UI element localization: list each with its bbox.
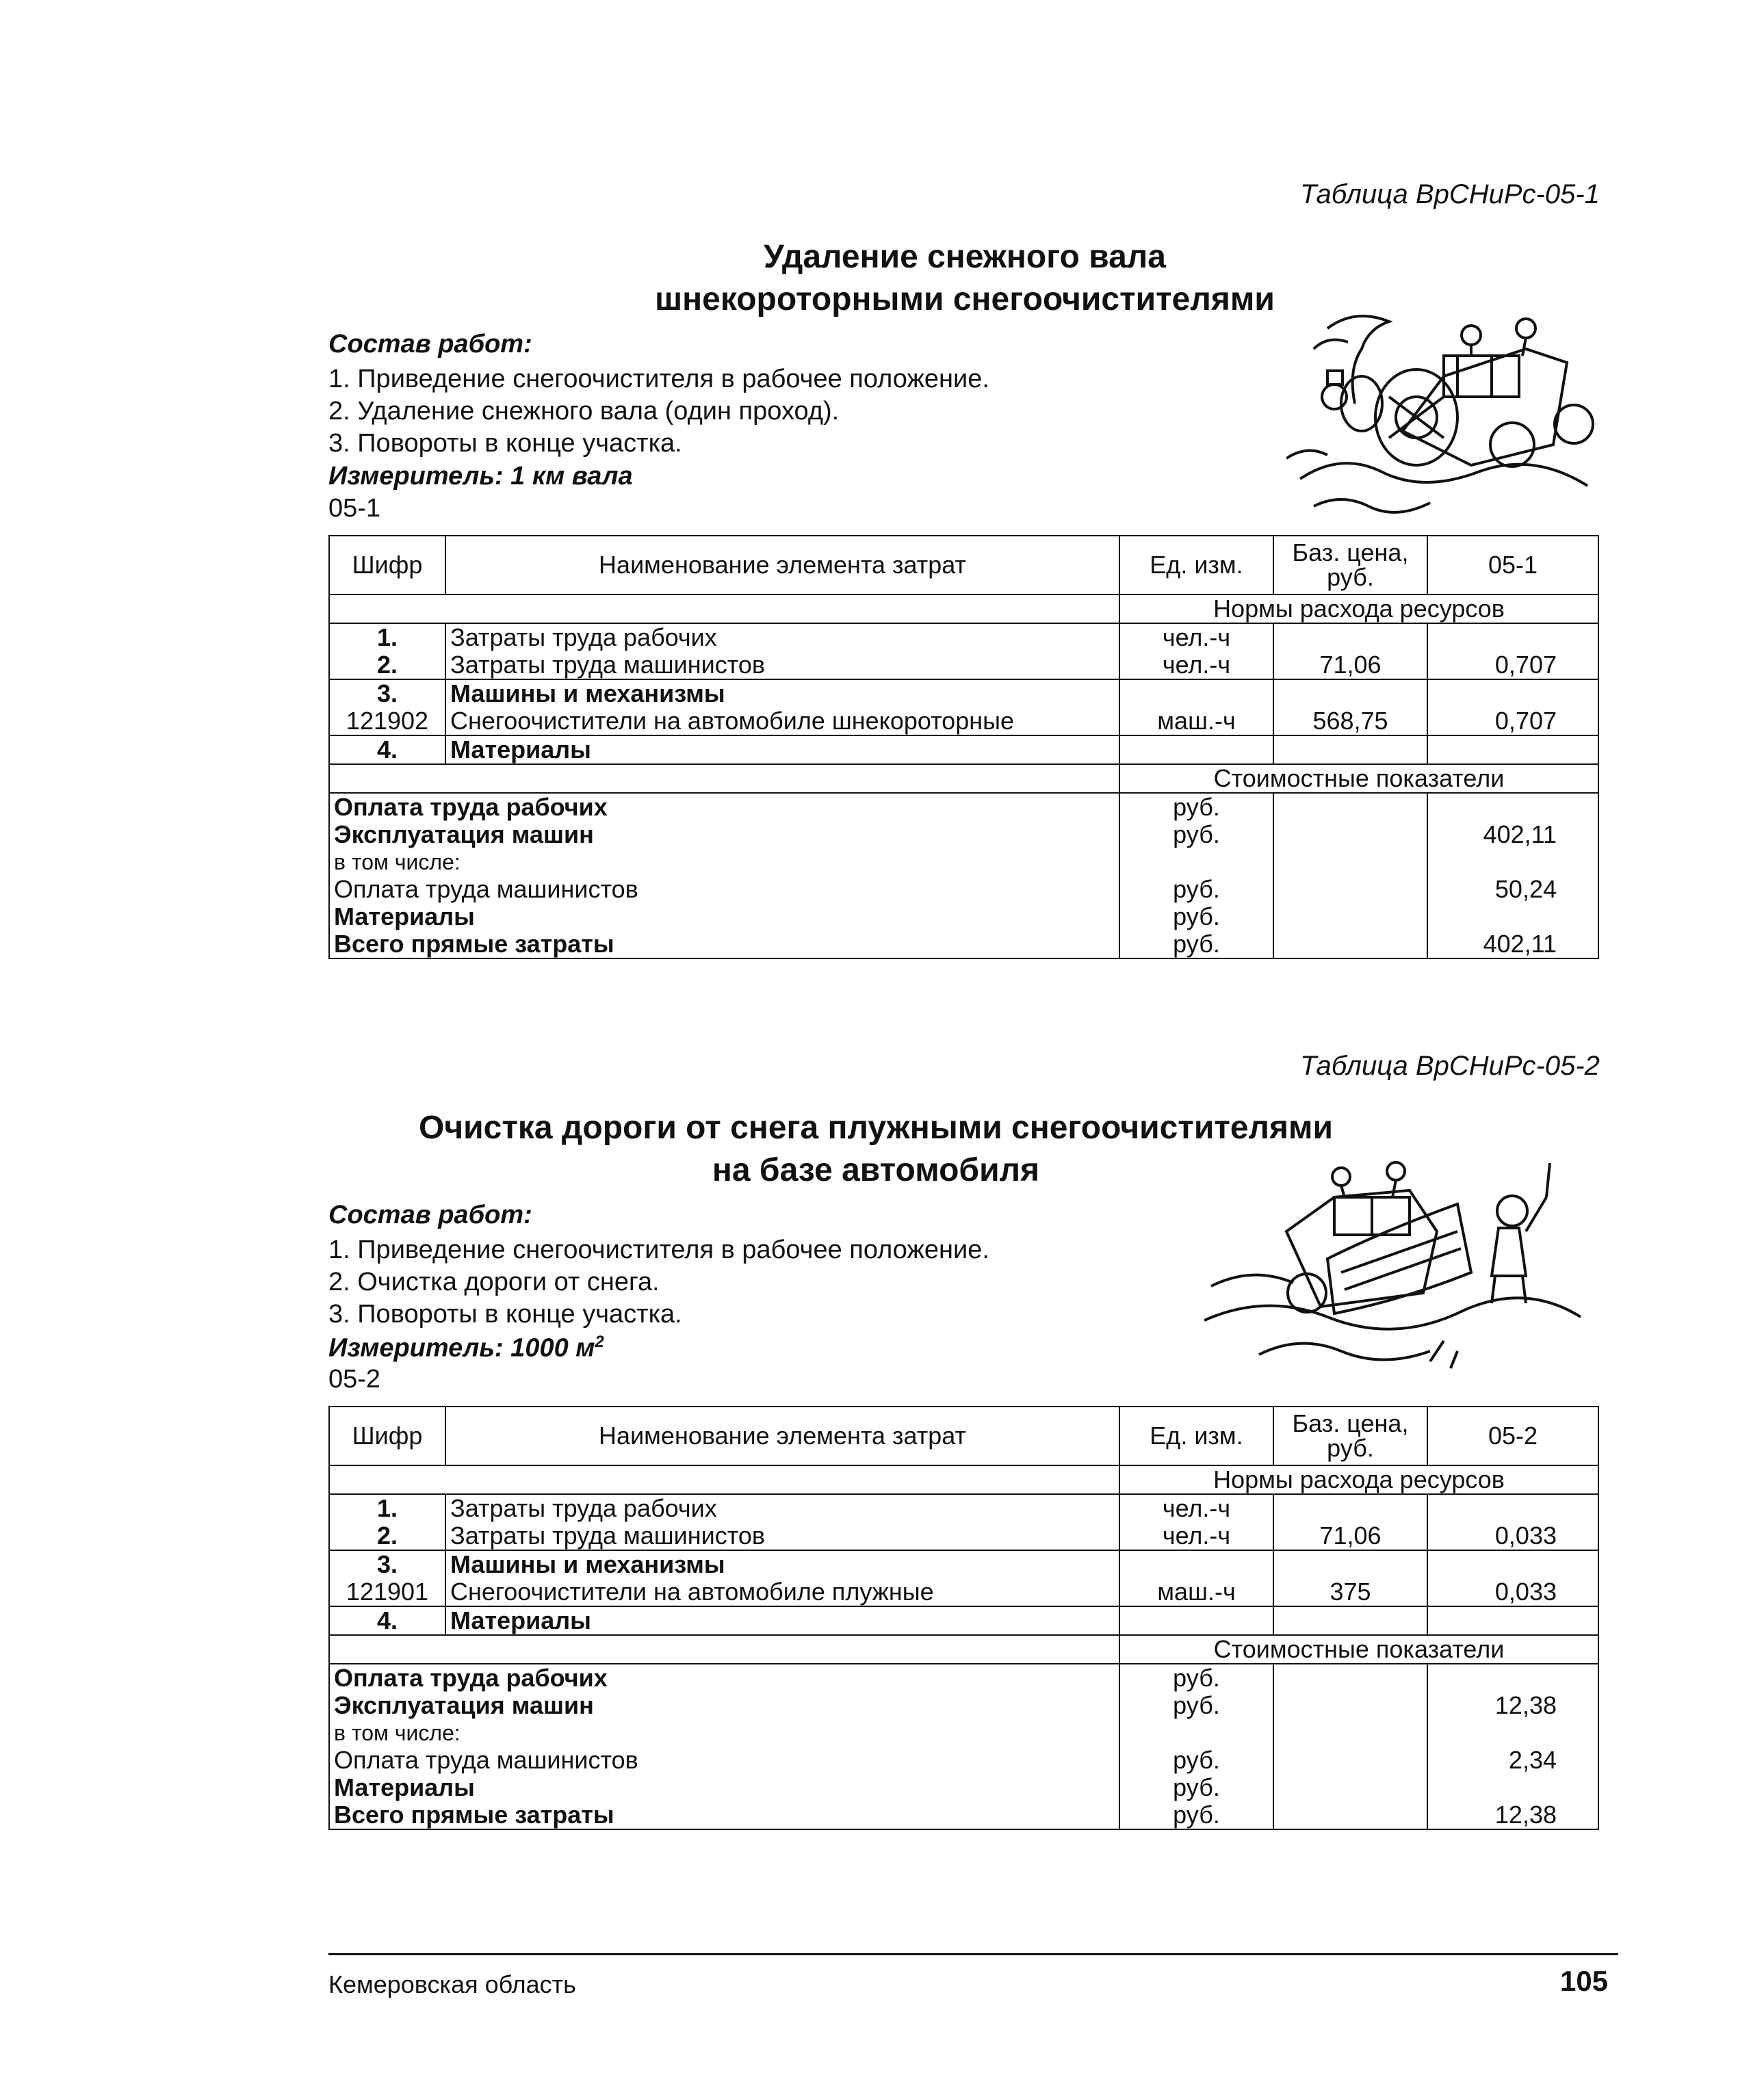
header-name: Наименование элемента затрат [445, 536, 1119, 595]
norms-table [328, 1406, 1599, 1830]
table-label: Таблица ВрСНиРс-05-2 [1300, 1051, 1600, 1081]
norm-code: 05-2 [328, 1365, 381, 1394]
measure-unit: Измеритель: 1 км вала [328, 462, 633, 491]
cost-row: Оплата труда машинистов руб. 2,34 [329, 1747, 1598, 1774]
header-norm-code: 05-2 [1427, 1407, 1598, 1465]
header-norm-code: 05-1 [1427, 536, 1598, 595]
norms-section-label: Нормы расхода ресурсов [1119, 1465, 1598, 1494]
cost-row: Всего прямые затраты руб. 402,11 [329, 930, 1598, 958]
work-step: 1. Приведение снегоочистителя в рабочее положение. [328, 365, 989, 393]
table-row: 4. Материалы [329, 1606, 1598, 1635]
work-composition-label: Состав работ: [328, 1201, 532, 1229]
header-price: Баз. цена, руб. [1273, 536, 1427, 595]
header-code: Шифр [329, 1407, 445, 1465]
table-label: Таблица ВрСНиРс-05-1 [1300, 179, 1600, 209]
cost-row: Оплата труда рабочих руб. [329, 793, 1598, 821]
table-row: 3. Машины и механизмы [329, 1550, 1598, 1578]
header-name: Наименование элемента затрат [445, 1407, 1119, 1465]
snowplow-truck-illustration [1204, 1156, 1587, 1382]
table-row: 2. Затраты труда машинистов чел.-ч 71,06 0,707 [329, 651, 1598, 679]
measure-unit: Измеритель: 1000 $м^2$ [328, 1333, 604, 1363]
norms-table [328, 535, 1599, 959]
cost-row: Всего прямые затраты руб. 12,38 [329, 1801, 1598, 1829]
rotary-snowblower-illustration [1286, 308, 1601, 527]
norm-code: 05-1 [328, 494, 381, 523]
work-step: 3. Повороты в конце участка. [328, 1300, 682, 1329]
cost-row: Материалы руб. [329, 1774, 1598, 1801]
work-step: 3. Повороты в конце участка. [328, 429, 682, 458]
section-title-line2: шнекороторными снегоочистителями [655, 281, 1275, 317]
section-title-line1: Удаление снежного вала [764, 239, 1166, 275]
header-code: Шифр [329, 536, 445, 595]
footer-region: Кемеровская область [328, 1970, 576, 1998]
header-unit: Ед. изм. [1119, 536, 1273, 595]
cost-row: Оплата труда машинистов руб. 50,24 [329, 876, 1598, 903]
table-row: 2. Затраты труда машинистов чел.-ч 71,06 0,033 [329, 1522, 1598, 1550]
work-step: 1. Приведение снегоочистителя в рабочее положение. [328, 1236, 989, 1264]
footer-divider [328, 1953, 1618, 1955]
section-title-line1: Очистка дороги от снега плужными снегоочистителями [418, 1110, 1334, 1146]
table-row: 3. Машины и механизмы [329, 679, 1598, 707]
table-row: 121902 Снегоочистители на автомобиле шнекороторные маш.-ч 568,75 0,707 [329, 707, 1598, 735]
work-composition-label: Состав работ: [328, 330, 532, 358]
cost-row: Эксплуатация машин руб. 402,11 [329, 821, 1598, 848]
table-row: 4. Материалы [329, 735, 1598, 764]
page-number: 105 [1560, 1965, 1609, 1997]
work-step: 2. Удаление снежного вала (один проход). [328, 397, 840, 426]
table-row: 121901 Снегоочистители на автомобиле плужные маш.-ч 375 0,033 [329, 1578, 1598, 1606]
cost-row: Эксплуатация машин руб. 12,38 [329, 1692, 1598, 1719]
cost-section-label: Стоимостные показатели [1119, 1635, 1598, 1664]
header-price: Баз. цена, руб. [1273, 1407, 1427, 1465]
header-unit: Ед. изм. [1119, 1407, 1273, 1465]
cost-row: в том числе: [329, 1719, 1598, 1747]
cost-row: Материалы руб. [329, 903, 1598, 930]
table-row: 1. Затраты труда рабочих чел.-ч [329, 1494, 1598, 1522]
cost-row: в том числе: [329, 848, 1598, 876]
cost-row: Оплата труда рабочих руб. [329, 1664, 1598, 1692]
table-row: 1. Затраты труда рабочих чел.-ч [329, 623, 1598, 651]
section-title-line2: на базе автомобиля [712, 1152, 1040, 1188]
cost-section-label: Стоимостные показатели [1119, 764, 1598, 793]
work-step: 2. Очистка дороги от снега. [328, 1268, 660, 1296]
norms-section-label: Нормы расхода ресурсов [1119, 595, 1598, 623]
